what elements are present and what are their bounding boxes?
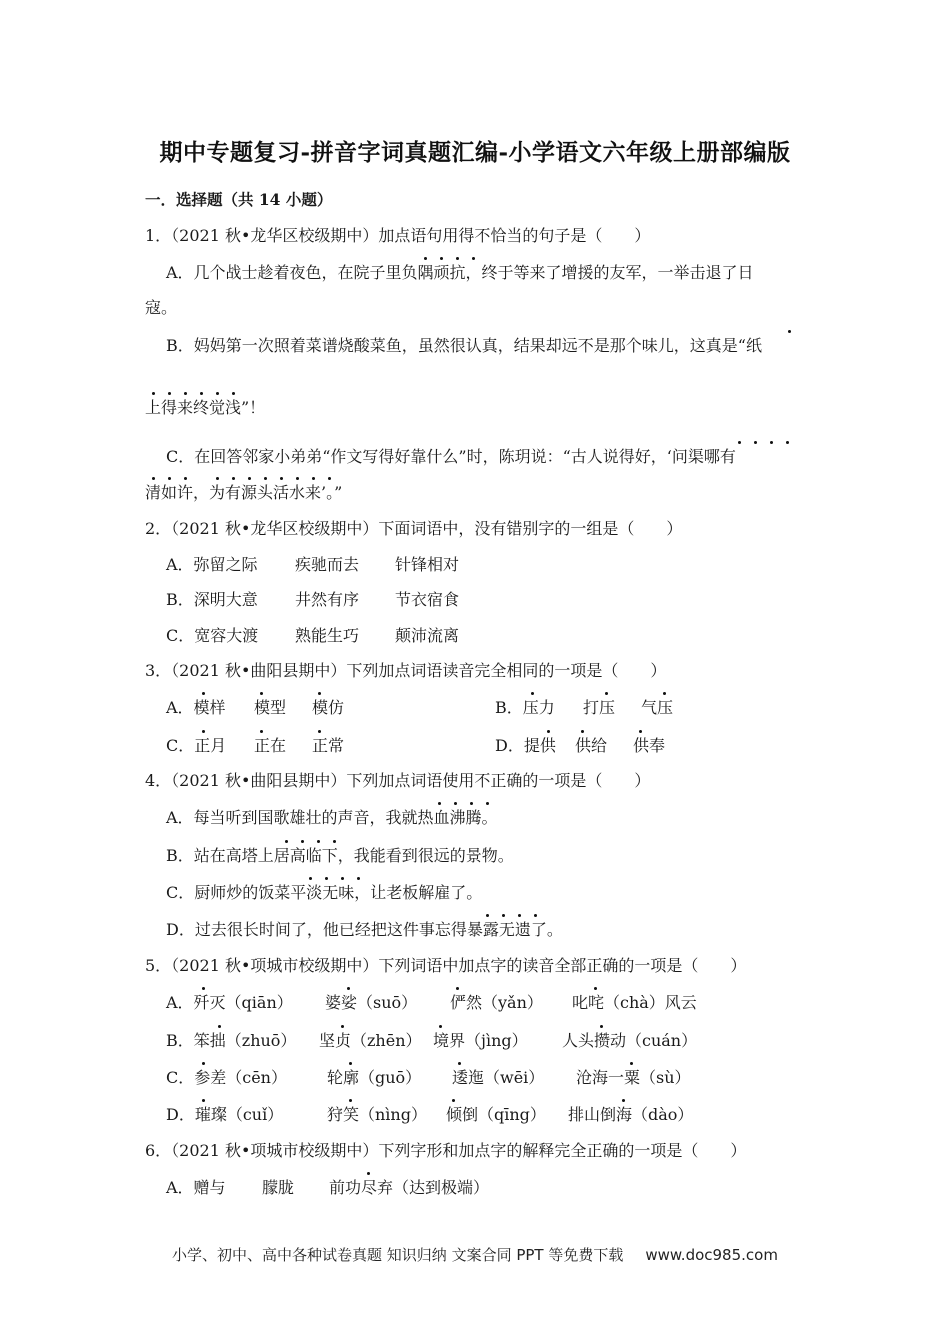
emphasis-dot — [367, 1172, 370, 1175]
section-heading: 一．选择题（共 14 小题） — [145, 190, 333, 209]
q5-option-c-word4: 沧海一粟（sù） — [576, 1068, 691, 1087]
q3-option-c-word1: C．正月 — [166, 736, 227, 755]
emphasis-dot — [502, 914, 505, 917]
emphasis-dot — [202, 1099, 205, 1102]
emphasis-dot — [357, 877, 360, 880]
q1-option-a-line2: 寇。 — [145, 298, 178, 317]
q2-stem: 2．（2021 秋•龙华区校级期中）下面词语中，没有错别字的一组是（ ） — [145, 519, 683, 538]
q5-option-d-word3: 倾倒（qīng） — [446, 1105, 546, 1124]
q6-option-a-word2: 朦胧 — [262, 1178, 295, 1197]
q3-option-a-word3: 模仿 — [312, 698, 345, 717]
q1-option-c-line2: 清如许，为有源头活水来’。” — [145, 483, 343, 502]
q2-option-a-word3: 针锋相对 — [395, 555, 460, 574]
emphasis-dot — [486, 802, 489, 805]
emphasis-dot — [341, 1025, 344, 1028]
emphasis-dot — [318, 692, 321, 695]
q3-option-d-word3: 供奉 — [633, 736, 666, 755]
q2-option-b-word1: B．深明大意 — [166, 590, 258, 609]
emphasis-dot — [663, 692, 666, 695]
q6-option-a-word1: A．赠与 — [166, 1178, 226, 1197]
q3-option-d-word1: D．提供 — [495, 736, 556, 755]
emphasis-dot — [317, 840, 320, 843]
q2-option-c-word3: 颠沛流离 — [395, 626, 460, 645]
emphasis-dot — [216, 477, 219, 480]
q4-option-c: C．厨师炒的饭菜平淡无味，让老板解雇了。 — [166, 883, 483, 902]
emphasis-dot — [534, 914, 537, 917]
emphasis-dot — [309, 877, 312, 880]
emphasis-dot — [312, 477, 315, 480]
q1-stem: 1．（2021 秋•龙华区校级期中）加点语句用得不恰当的句子是（ ） — [145, 226, 651, 245]
q5-option-a-word3: 俨然（yǎn） — [450, 993, 543, 1012]
q4-option-a: A．每当听到国歌雄壮的声音，我就热血沸腾。 — [166, 808, 498, 827]
q4-option-b: B．站在高塔上居高临下，我能看到很远的景物。 — [166, 846, 514, 865]
q2-option-b-word3: 节衣宿食 — [395, 590, 460, 609]
emphasis-dot — [280, 477, 283, 480]
q3-option-a-word1: A．模样 — [166, 698, 226, 717]
q3-option-a-word2: 模型 — [254, 698, 287, 717]
emphasis-dot — [325, 877, 328, 880]
q5-option-b-word1: B．笨拙（zhuō） — [166, 1031, 297, 1050]
q2-option-a-word2: 疾驰而去 — [295, 555, 360, 574]
emphasis-dot — [184, 477, 187, 480]
emphasis-dot — [232, 392, 235, 395]
emphasis-dot — [202, 692, 205, 695]
emphasis-dot — [184, 392, 187, 395]
emphasis-dot — [333, 840, 336, 843]
q1-option-c-line1: C．在回答邻家小弟弟“作文写得好靠什么”时，陈玥说：“古人说得好，‘问渠哪有 — [166, 447, 736, 466]
emphasis-dot — [594, 987, 597, 990]
emphasis-dot — [349, 1099, 352, 1102]
q5-option-a-word1: A．歼灭（qiān） — [166, 993, 293, 1012]
emphasis-dot — [260, 692, 263, 695]
q5-option-a-word4: 叱咤（chà）风云 — [572, 993, 697, 1012]
emphasis-dot — [232, 477, 235, 480]
q3-option-b-word3: 气压 — [641, 698, 674, 717]
emphasis-dot — [264, 477, 267, 480]
emphasis-dot — [639, 730, 642, 733]
emphasis-dot — [472, 257, 475, 260]
emphasis-dot — [168, 392, 171, 395]
q5-option-c-word2: 轮廓（guō） — [327, 1068, 422, 1087]
q1-option-b-line2: 上得来终觉浅”！ — [145, 398, 266, 417]
q2-option-b-word2: 井然有序 — [295, 590, 360, 609]
emphasis-dot — [630, 1062, 633, 1065]
emphasis-dot — [301, 840, 304, 843]
emphasis-dot — [456, 987, 459, 990]
emphasis-dot — [470, 802, 473, 805]
q5-option-a-word2: 婆娑（suō） — [325, 993, 418, 1012]
emphasis-dot — [218, 1025, 221, 1028]
q3-option-b-word2: 打压 — [583, 698, 616, 717]
emphasis-dot — [341, 877, 344, 880]
q3-option-c-word3: 正常 — [312, 736, 345, 755]
page-footer — [0, 1244, 950, 1265]
emphasis-dot — [456, 257, 459, 260]
emphasis-dot — [458, 1062, 461, 1065]
emphasis-dot — [600, 1025, 603, 1028]
emphasis-dot — [202, 987, 205, 990]
q3-option-b-word1: B．压力 — [495, 698, 555, 717]
emphasis-dot — [454, 802, 457, 805]
q4-stem: 4．（2021 秋•曲阳县期中）下列加点词语使用不正确的一项是（ ） — [145, 771, 651, 790]
emphasis-dot — [285, 840, 288, 843]
emphasis-dot — [260, 730, 263, 733]
q5-option-b-word4: 人头攒动（cuán） — [562, 1031, 698, 1050]
emphasis-dot — [200, 392, 203, 395]
emphasis-dot — [216, 392, 219, 395]
q6-option-a-word3: 前功尽弃（达到极端） — [329, 1178, 490, 1197]
emphasis-dot — [452, 1099, 455, 1102]
page-title: 期中专题复习-拼音字词真题汇编-小学语文六年级上册部编版 — [159, 139, 791, 166]
emphasis-dot — [318, 730, 321, 733]
emphasis-dot — [486, 914, 489, 917]
emphasis-dot — [788, 330, 791, 333]
q1-option-b-line1: B．妈妈第一次照着菜谱烧酸菜鱼，虽然很认真，结果却远不是那个味儿，这真是“纸 — [166, 336, 762, 355]
q1-option-a-line1: A．几个战士趁着夜色，在院子里负隅顽抗，终于等来了增援的友军，一举击退了日 — [166, 263, 754, 282]
emphasis-dot — [248, 477, 251, 480]
emphasis-dot — [738, 441, 741, 444]
emphasis-dot — [531, 692, 534, 695]
emphasis-dot — [168, 477, 171, 480]
q5-option-b-word2: 坚贞（zhēn） — [319, 1031, 422, 1050]
emphasis-dot — [439, 1025, 442, 1028]
q3-option-d-word2: 供给 — [575, 736, 608, 755]
emphasis-dot — [754, 441, 757, 444]
q5-option-c-word3: 逶迤（wēi） — [452, 1068, 545, 1087]
q4-option-d: D．过去很长时间了，他已经把这件事忘得暴露无遗了。 — [166, 920, 563, 939]
q5-option-c-word1: C．参差（cēn） — [166, 1068, 287, 1087]
q6-stem: 6．（2021 秋•项城市校级期中）下列字形和加点字的解释完全正确的一项是（ ） — [145, 1141, 747, 1160]
emphasis-dot — [770, 441, 773, 444]
emphasis-dot — [424, 257, 427, 260]
q2-option-a-word1: A．弥留之际 — [166, 555, 258, 574]
emphasis-dot — [152, 477, 155, 480]
q5-option-d-word1: D．璀璨（cuǐ） — [166, 1105, 284, 1124]
emphasis-dot — [347, 987, 350, 990]
emphasis-dot — [202, 730, 205, 733]
q5-option-d-word4: 排山倒海（dào） — [568, 1105, 694, 1124]
emphasis-dot — [622, 1099, 625, 1102]
emphasis-dot — [605, 692, 608, 695]
emphasis-dot — [547, 730, 550, 733]
q5-option-d-word2: 狩笑（nìng） — [327, 1105, 427, 1124]
q2-option-c-word2: 熟能生巧 — [295, 626, 360, 645]
emphasis-dot — [328, 477, 331, 480]
emphasis-dot — [440, 257, 443, 260]
emphasis-dot — [518, 914, 521, 917]
footer-text: 小学、初中、高中各种试卷真题 知识归纳 文案合同 PPT 等免费下载 — [172, 1246, 624, 1264]
emphasis-dot — [349, 1062, 352, 1065]
q3-option-c-word2: 正在 — [254, 736, 287, 755]
emphasis-dot — [786, 441, 789, 444]
emphasis-dot — [152, 392, 155, 395]
q2-option-c-word1: C．宽容大渡 — [166, 626, 259, 645]
footer-url-link[interactable]: www.doc985.com — [645, 1246, 778, 1264]
q5-stem: 5．（2021 秋•项城市校级期中）下列词语中加点字的读音全部正确的一项是（ ） — [145, 956, 747, 975]
emphasis-dot — [296, 477, 299, 480]
q3-stem: 3．（2021 秋•曲阳县期中）下列加点词语读音完全相同的一项是（ ） — [145, 661, 667, 680]
emphasis-dot — [581, 730, 584, 733]
emphasis-dot — [438, 802, 441, 805]
q5-option-b-word3: 境界（jìng） — [433, 1031, 528, 1050]
emphasis-dot — [202, 1062, 205, 1065]
